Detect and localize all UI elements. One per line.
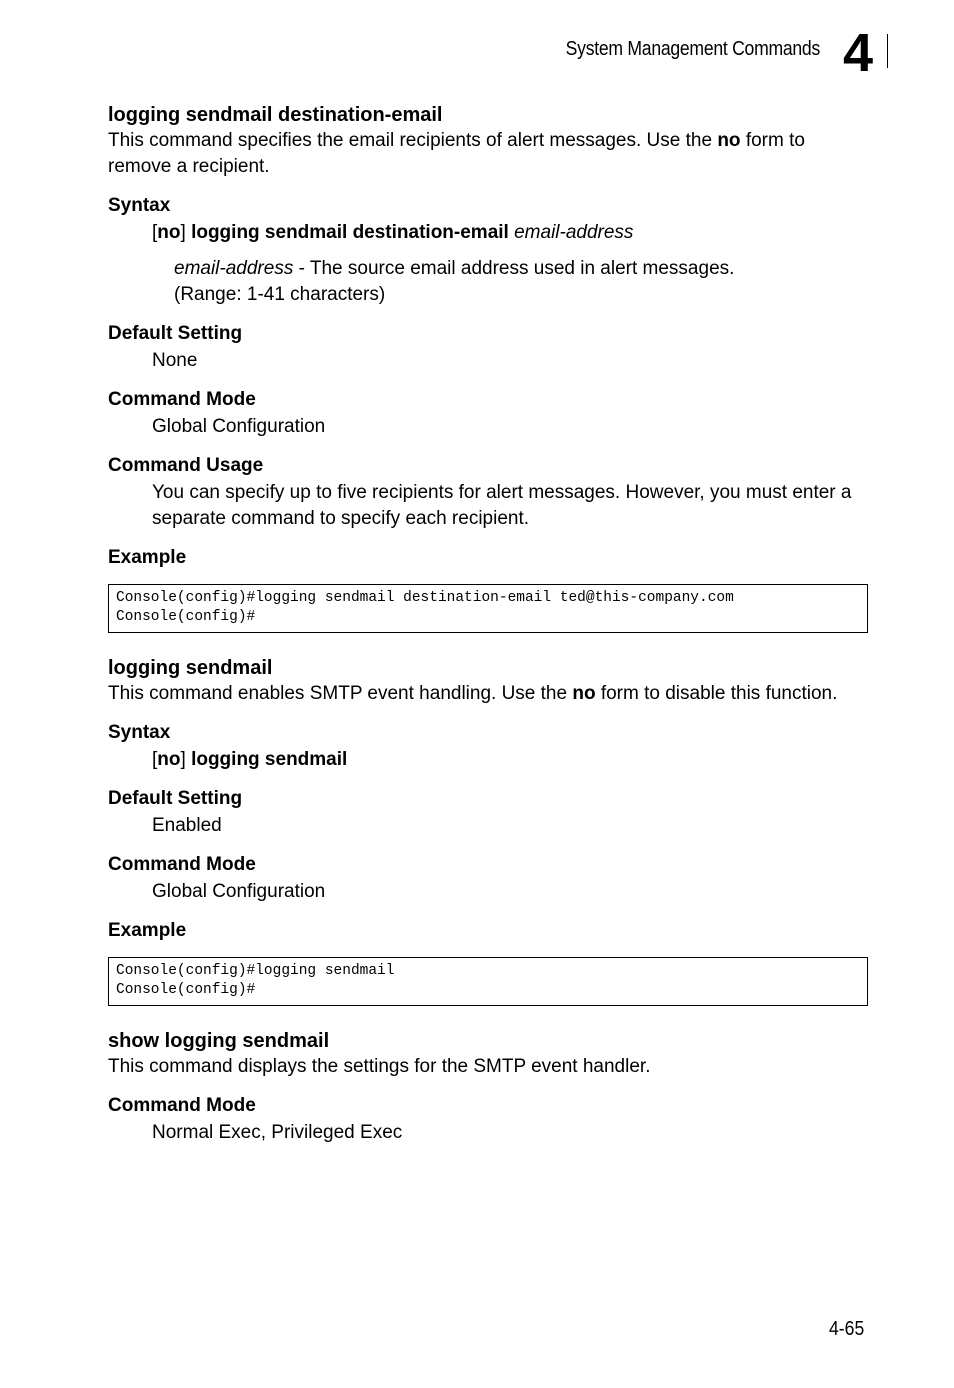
section-description (108, 681, 868, 707)
description-text: form to remove a recipient. (108, 130, 805, 177)
default-setting-heading: Default Setting (108, 788, 243, 809)
parameter-description (174, 256, 868, 308)
syntax-command: logging sendmail (191, 749, 348, 770)
description-text: form to disable this function. (595, 683, 838, 704)
syntax-command: logging sendmail destination-email (191, 222, 509, 243)
example-heading: Example (108, 547, 187, 568)
command-mode-heading: Command Mode (108, 1095, 256, 1116)
description-keyword: no (572, 683, 596, 704)
command-mode-value: Normal Exec, Privileged Exec (152, 1122, 403, 1143)
parameter-name: email-address (174, 258, 294, 279)
command-usage-heading: Command Usage (108, 455, 264, 476)
command-mode-value: Global Configuration (152, 416, 326, 437)
description-text: This command specifies the email recipients of alert messages. Use the (108, 130, 718, 151)
syntax-no-keyword: no (157, 222, 181, 243)
example-code-box: Console(config)#logging sendmail Console(config)# (108, 957, 868, 1006)
syntax-line (152, 220, 868, 246)
page-content (108, 102, 868, 1146)
section-title: logging sendmail (108, 657, 273, 679)
syntax-bracket: [ (152, 222, 158, 243)
syntax-bracket: ] (180, 749, 192, 770)
syntax-bracket: ] (180, 222, 192, 243)
chapter-number: 4 (843, 23, 874, 83)
page-number: 4-65 (829, 1318, 865, 1340)
default-setting-value: Enabled (152, 815, 222, 836)
syntax-heading: Syntax (108, 195, 171, 216)
running-header: System Management Commands (565, 38, 820, 60)
syntax-no-keyword: no (157, 749, 181, 770)
section-description: This command displays the settings for the SMTP event handler. (108, 1056, 651, 1077)
command-mode-heading: Command Mode (108, 389, 256, 410)
section-title: logging sendmail destination-email (108, 104, 443, 126)
description-text: This command enables SMTP event handling. Use the (108, 683, 573, 704)
example-heading: Example (108, 920, 187, 941)
parameter-text: - The source email address used in alert messages. (293, 258, 735, 279)
command-usage-text: You can specify up to five recipients for alert messages. However, you must enter a separate command to specify each recipient. (152, 482, 852, 529)
default-setting-value: None (152, 350, 198, 371)
syntax-heading: Syntax (108, 722, 171, 743)
parameter-range: (Range: 1-41 characters) (174, 284, 386, 305)
syntax-bracket: [ (152, 749, 158, 770)
command-mode-heading: Command Mode (108, 854, 256, 875)
syntax-parameter: email-address (508, 222, 634, 243)
command-mode-value: Global Configuration (152, 881, 326, 902)
default-setting-heading: Default Setting (108, 323, 243, 344)
chapter-rule (887, 34, 888, 68)
example-code-box: Console(config)#logging sendmail destination-email ted@this-company.com Console(config)# (108, 584, 868, 633)
section-title: show logging sendmail (108, 1030, 330, 1052)
syntax-line (152, 747, 868, 773)
description-keyword: no (717, 130, 741, 151)
section-description (108, 128, 868, 180)
